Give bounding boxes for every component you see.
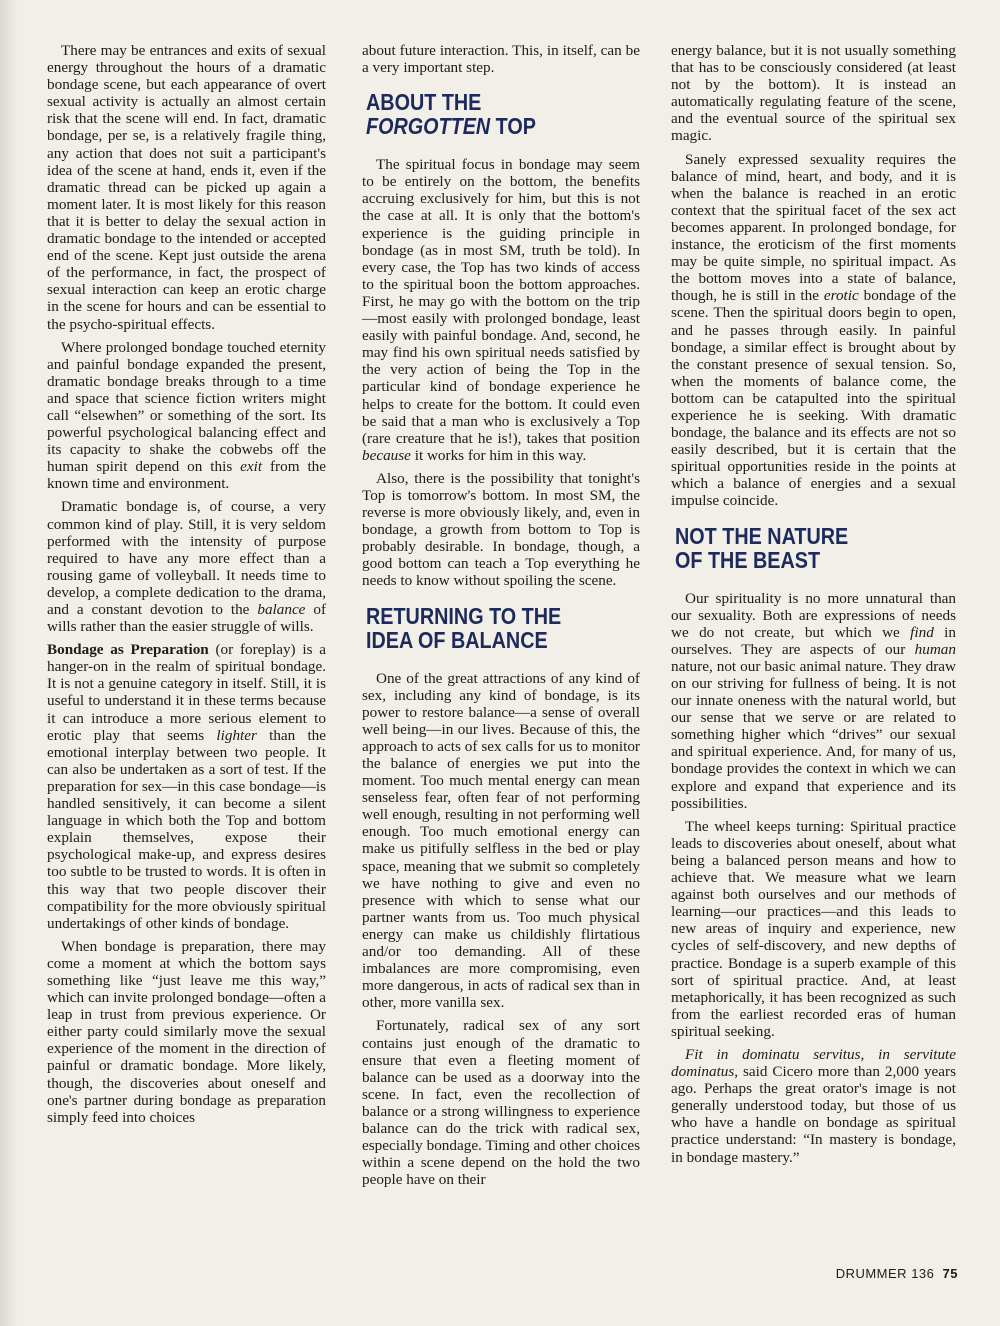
issue-number: 136 — [911, 1266, 935, 1281]
page-edge-shadow — [0, 0, 18, 1326]
paragraph: When bondage is preparation, there may come a moment at which the bottom says something like “just leave me this way,” which can invite prolonged bondage—often a leap in trust from previous experience. Or either party could similarly move the sexual experience of the moment in the direction of painful or dramatic bondage. More likely, though, the discoveries about oneself and one's partner during bondage as preparation simply feed into choices — [47, 937, 326, 1126]
paragraph: energy balance, but it is not usually something that has to be consciously considered (at least not by the bottom). It is instead an automatically regulating feature of the scene, and the eventual source of the spiritual sex magic. — [671, 42, 956, 145]
page-footer — [836, 1266, 958, 1281]
paragraph: There may be entrances and exits of sexual energy throughout the hours of a dramatic bondage scene, but each appearance of overt sexual activity is actually an almost certain risk that the scene will end. In fact, dramatic bondage, per se, is a relatively fragile thing, any action that does not suit a participant's idea of the scene at hand, ends it, even if the dramatic thread can be picked up again a moment later. It is most likely for this reason that it is better to delay the sexual action in dramatic bondage to the intended or accepted end of the scene. Kept just outside the arena of the performance, in fact, the prospect of sexual interaction can keep an erotic charge in the scene for hours and can be essential to the psycho-spiritual effects. — [47, 42, 326, 333]
column-1 — [47, 42, 326, 1132]
paragraph: Also, there is the possibility that tonight's Top is tomorrow's bottom. In most SM, the reverse is more obviously likely, and, even in bondage, a growth from bottom to Top is probably desirable. In bondage, though, a good bottom can teach a Top everything he needs to know without spoiling the scene. — [362, 469, 640, 590]
paragraph: One of the great attractions of any kind of sex, including any kind of bondage, is its power to restore balance—a sense of overall well being—in our lives. Because of this, the approach to acts of sex calls for us to monitor the balance of energies we put into the moment. Too much mental energy can mean senseless fear, often fear of not performing well enough, resulting in not performing well enough. Too much emotional energy can make us pitifully selfless in the bed or play space, meaning that we submit so completely we have nothing to give and even no presence with which to sense what our partner wants from us. Too much physical energy can make us childishly flirtatious and/or too demanding. All of these imbalances are more compromising, even more dangerous, in acts of radical sex than in other, more vanilla sex. — [362, 669, 640, 1012]
magazine-name: DRUMMER — [835, 1266, 908, 1281]
paragraph: Sanely expressed sexuality requires the balance of mind, heart, and body, and it is when the balance is reached in an erotic context that the spiritual facet of the sex act becomes apparent. In prolonged bondage, for instance, the eroticism of the first moments may be quite simple, no spiritual impact. As the bottom moves into a state of balance, though, he is still in the erotic bondage of the scene. Then the spiritual doors begin to open, and he passes through easily. In painful bondage, a similar effect is brought about by the constant presence of sexual tension. So, when the moments of balance come, the bottom can be catapulted into the spiritual experience he is seeking. With dramatic bondage, the balance and its effects are not so easily described, but it is certain that the spiritual opportunities reside in the points at which a balance of energies and a sexual impulse coincide. — [671, 150, 957, 510]
column-3 — [671, 42, 956, 1172]
paragraph: Bondage as Preparation (or foreplay) is a hanger-on in the realm of spiritual bondage. It is not a genuine category in itself. Still, it is useful to understand it in these terms because it can introduce a more serious element to erotic play that seems lighter than the emotional interplay between two people. It can also be undertaken as a sort of test. If the preparation for sex—in this case bondage—is handled sensitively, it can become a silent language in which both the Top and bottom explain themselves, expose their psychological make-up, and express desires too subtle to be trusted to words. It is often in this way that two people discover their compatibility for the more obviously spiritual undertakings of other kinds of bondage. — [47, 641, 326, 932]
paragraph: Where prolonged bondage touched eternity and painful bondage expanded the present, dramatic bondage breaks through to a time and space that science fiction writers might call “elsewhen” or something of the sort. Its powerful psychological balancing effect and its capacity to shake the cobwebs off the human spirit depend on this exit from the known time and environment. — [47, 338, 326, 493]
paragraph: about future interaction. This, in itself, can be a very important step. — [362, 42, 640, 77]
paragraph: The wheel keeps turning: Spiritual practice leads to discoveries about oneself, about what being a balanced person means and how to achieve that. We measure what we learn against both ourselves and our methods of learning—our practices—and this leads to new areas of inquiry and experience, new cycles of self-discovery, and new depths of practice. Bondage is a superb example of this sort of spiritual practice. And, at least metaphorically, it has been recognized as such from the earliest recorded eras of human spiritual seeking. — [671, 817, 956, 1040]
paragraph: Fit in dominatu servitus, in servitute dominatus, said Cicero more than 2,000 years ago. Perhaps the great orator's image is not generally understood today, but those of us who have a handle on bondage as spiritual practice understand: “In mastery is bondage, in bondage mastery.” — [671, 1045, 956, 1166]
run-in-heading: Bondage as Preparation — [47, 641, 209, 659]
paragraph: The spiritual focus in bondage may seem to be entirely on the bottom, the benefits accruing exclusively for him, but this is not the case at all. It is only that the bottom's experience is the guiding principle in bondage (as in most SM, truth be told). In every case, the Top has two kinds of access to the spiritual boon the bottom approaches. First, he may go with the bottom on the trip—most easily with prolonged bondage, least easily with painful bondage. And, second, he may find his own spiritual needs satisfied by the very action of being the Top in the particular kind of bondage experience he helps to create for the bottom. It could even be said that a man who is exclusively a Top (rare creature that he is!), takes that position because it works for him in this way. — [362, 156, 640, 464]
paragraph: Fortunately, radical sex of any sort contains just enough of the dramatic to ensure that even a fleeting moment of balance can be used as a doorway into the scene. In fact, even the recollection of balance or a strong willingness to experience balance can do the trick with radical sex, especially bondage. Timing and other choices within a scene depend on the hold the two people have on their — [362, 1017, 640, 1189]
paragraph: Dramatic bondage is, of course, a very common kind of play. Still, it is very seldom performed with the intensity of purpose required to have any more effect than a rousing game of volleyball. It needs time to develop, a complete dedication to the drama, and a constant devotion to the balance of wills rather than the easier struggle of wills. — [47, 498, 326, 636]
page-number: 75 — [942, 1266, 958, 1281]
section-heading-forgotten-top: ABOUT THE FORGOTTEN TOP — [366, 89, 536, 140]
section-heading-balance: RETURNING TO THE IDEA OF BALANCE — [366, 602, 562, 653]
section-heading-nature-of-beast: NOT THE NATURE OF THE BEAST — [675, 522, 849, 573]
column-2 — [362, 42, 640, 1194]
paragraph: Our spirituality is no more unnatural than our sexuality. Both are expressions of needs we do not create, but which we find in ourselves. They are aspects of our human nature, not our basic animal nature. They draw on our striving for fullness of being. It is not our innate oneness with the natural world, but our sense that we serve or are related to something higher which “drives” our sexual and spiritual experience. And, for many of us, bondage provides the context in which we can explore and expand that experience and its possibilities. — [671, 589, 956, 812]
